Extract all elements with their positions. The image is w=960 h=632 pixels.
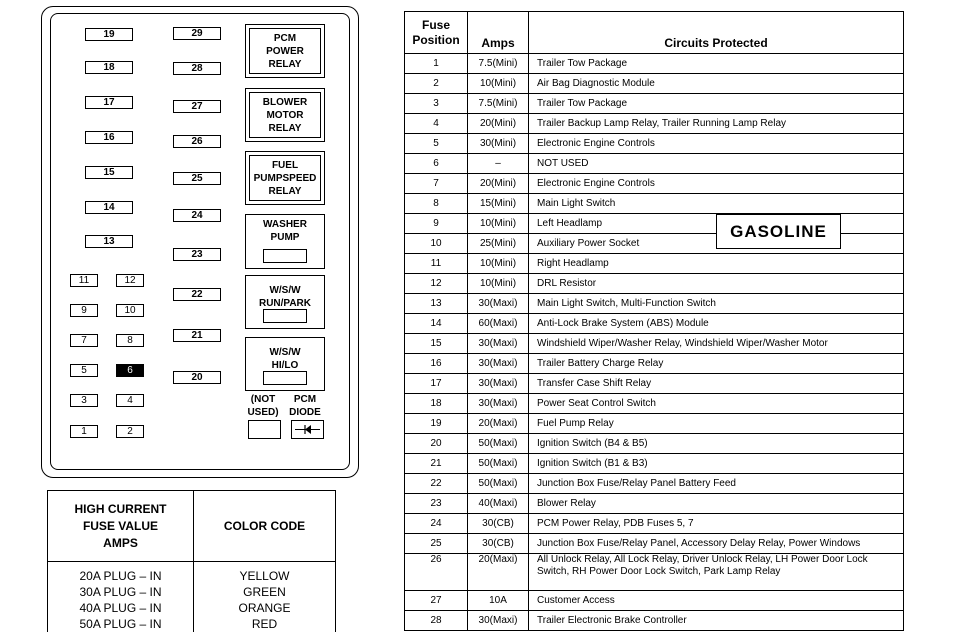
table-row bbox=[405, 294, 904, 314]
circuits-cell: Electronic Engine Controls bbox=[529, 174, 904, 194]
not-used-slot bbox=[248, 420, 281, 439]
table-row bbox=[405, 154, 904, 174]
fuse-position-cell: 16 bbox=[405, 354, 468, 374]
fuse-position-cell: 24 bbox=[405, 514, 468, 534]
circuits-cell: DRL Resistor bbox=[529, 274, 904, 294]
mini-fuse-slot: 9 bbox=[70, 304, 98, 317]
amps-cell: 20(Maxi) bbox=[468, 554, 529, 591]
hc-amps: 50A PLUG – IN bbox=[48, 616, 194, 632]
amps-cell: – bbox=[468, 154, 529, 174]
amps-cell: 30(Maxi) bbox=[468, 374, 529, 394]
table-row bbox=[405, 494, 904, 514]
amps-cell: 10A bbox=[468, 591, 529, 611]
circuits-cell: Trailer Backup Lamp Relay, Trailer Running Lamp Relay bbox=[529, 114, 904, 134]
fuse-position-cell: 27 bbox=[405, 591, 468, 611]
fuse-slot: 13 bbox=[85, 235, 133, 248]
table-row bbox=[405, 554, 904, 591]
mini-fuse-slot: 11 bbox=[70, 274, 98, 287]
pcm-diode-label: PCM DIODE bbox=[289, 394, 321, 418]
circuits-cell: Trailer Tow Package bbox=[529, 94, 904, 114]
table-row bbox=[405, 534, 904, 554]
relay-box bbox=[245, 24, 325, 78]
amps-cell: 50(Maxi) bbox=[468, 454, 529, 474]
circuits-cell: Main Light Switch, Multi-Function Switch bbox=[529, 294, 904, 314]
mini-fuse-slot: 6 bbox=[116, 364, 144, 377]
table-row bbox=[405, 374, 904, 394]
relay-label: W/S/W RUN/PARK bbox=[258, 285, 312, 309]
circuits-cell: Trailer Tow Package bbox=[529, 54, 904, 74]
mini-fuse-slot: 8 bbox=[116, 334, 144, 347]
circuits-cell: Anti-Lock Brake System (ABS) Module bbox=[529, 314, 904, 334]
fuse-position-cell: 5 bbox=[405, 134, 468, 154]
mini-fuse-slot: 2 bbox=[116, 425, 144, 438]
fuse-position-cell: 28 bbox=[405, 611, 468, 631]
circuits-cell: PCM Power Relay, PDB Fuses 5, 7 bbox=[529, 514, 904, 534]
fuse-slot: 22 bbox=[173, 288, 221, 301]
table-row bbox=[405, 54, 904, 74]
amps-cell: 30(Mini) bbox=[468, 134, 529, 154]
hc-color: RED bbox=[194, 616, 336, 632]
fuse-position-cell: 20 bbox=[405, 434, 468, 454]
fuse-slot: 17 bbox=[85, 96, 133, 109]
hc-header-amps: HIGH CURRENT FUSE VALUE AMPS bbox=[48, 491, 194, 562]
fuse-position-cell: 14 bbox=[405, 314, 468, 334]
circuits-cell: Windshield Wiper/Washer Relay, Windshield Wiper/Washer Motor bbox=[529, 334, 904, 354]
circuits-cell: Power Seat Control Switch bbox=[529, 394, 904, 414]
header-amps: Amps bbox=[468, 12, 529, 54]
amps-cell: 50(Maxi) bbox=[468, 434, 529, 454]
amps-cell: 10(Mini) bbox=[468, 74, 529, 94]
table-row bbox=[405, 591, 904, 611]
hc-row bbox=[48, 562, 336, 585]
fuse-position-cell: 15 bbox=[405, 334, 468, 354]
amps-cell: 30(Maxi) bbox=[468, 354, 529, 374]
amps-cell: 20(Mini) bbox=[468, 174, 529, 194]
relay-box bbox=[245, 214, 325, 269]
fuse-position-cell: 10 bbox=[405, 234, 468, 254]
relay-label: W/S/W HI/LO bbox=[269, 347, 301, 371]
mini-fuse-slot: 7 bbox=[70, 334, 98, 347]
header-fuse-position: Fuse Position bbox=[405, 12, 468, 54]
mini-fuse-slot: 5 bbox=[70, 364, 98, 377]
fuse-position-cell: 23 bbox=[405, 494, 468, 514]
table-row bbox=[405, 454, 904, 474]
amps-cell: 20(Maxi) bbox=[468, 414, 529, 434]
fuse-slot: 29 bbox=[173, 27, 221, 40]
table-row bbox=[405, 94, 904, 114]
fuse-slot: 27 bbox=[173, 100, 221, 113]
fuse-position-cell: 11 bbox=[405, 254, 468, 274]
table-row bbox=[405, 114, 904, 134]
relay-slot bbox=[263, 371, 307, 385]
relay-box bbox=[245, 337, 325, 391]
circuits-cell: Air Bag Diagnostic Module bbox=[529, 74, 904, 94]
diode-icon bbox=[292, 421, 323, 438]
not-used-label: (NOT USED) bbox=[247, 394, 279, 418]
amps-cell: 7.5(Mini) bbox=[468, 94, 529, 114]
fuse-position-cell: 4 bbox=[405, 114, 468, 134]
circuits-cell: Transfer Case Shift Relay bbox=[529, 374, 904, 394]
amps-cell: 40(Maxi) bbox=[468, 494, 529, 514]
fuse-position-cell: 26 bbox=[405, 554, 468, 591]
relay-inner bbox=[249, 92, 321, 138]
circuits-cell: Right Headlamp bbox=[529, 254, 904, 274]
circuits-cell: Junction Box Fuse/Relay Panel, Accessory Delay Relay, Power Windows bbox=[529, 534, 904, 554]
relay-box bbox=[245, 275, 325, 329]
fuse-position-cell: 7 bbox=[405, 174, 468, 194]
fuse-position-table bbox=[404, 11, 904, 631]
fuse-slot: 21 bbox=[173, 329, 221, 342]
relay-label: BLOWER MOTOR RELAY bbox=[262, 96, 308, 134]
amps-cell: 30(CB) bbox=[468, 534, 529, 554]
hc-row bbox=[48, 584, 336, 600]
circuits-cell: Trailer Electronic Brake Controller bbox=[529, 611, 904, 631]
fuse-position-cell: 2 bbox=[405, 74, 468, 94]
fuse-slot: 20 bbox=[173, 371, 221, 384]
fuse-position-cell: 6 bbox=[405, 154, 468, 174]
fuse-slot: 26 bbox=[173, 135, 221, 148]
fuse-position-cell: 3 bbox=[405, 94, 468, 114]
fuse-slot: 18 bbox=[85, 61, 133, 74]
amps-cell: 10(Mini) bbox=[468, 254, 529, 274]
table-row bbox=[405, 394, 904, 414]
relay-inner bbox=[249, 155, 321, 201]
table-row bbox=[405, 174, 904, 194]
circuits-cell: Fuel Pump Relay bbox=[529, 414, 904, 434]
circuits-cell: Left Headlamp bbox=[529, 214, 904, 234]
amps-cell: 7.5(Mini) bbox=[468, 54, 529, 74]
header-circuits-protected: Circuits Protected bbox=[529, 12, 904, 54]
relay-inner bbox=[249, 28, 321, 74]
table-row bbox=[405, 254, 904, 274]
fuse-slot: 15 bbox=[85, 166, 133, 179]
table-row bbox=[405, 474, 904, 494]
table-row bbox=[405, 134, 904, 154]
fuse-slot: 14 bbox=[85, 201, 133, 214]
hc-amps: 40A PLUG – IN bbox=[48, 600, 194, 616]
relay-label: PCM POWER RELAY bbox=[266, 32, 304, 70]
circuits-cell: Trailer Battery Charge Relay bbox=[529, 354, 904, 374]
amps-cell: 30(CB) bbox=[468, 514, 529, 534]
amps-cell: 30(Maxi) bbox=[468, 294, 529, 314]
table-row bbox=[405, 414, 904, 434]
relay-label: FUEL PUMPSPEED RELAY bbox=[253, 159, 317, 197]
hc-amps: 30A PLUG – IN bbox=[48, 584, 194, 600]
table-row bbox=[405, 334, 904, 354]
amps-cell: 60(Maxi) bbox=[468, 314, 529, 334]
hc-amps: 20A PLUG – IN bbox=[48, 562, 194, 585]
fuse-position-cell: 13 bbox=[405, 294, 468, 314]
circuits-cell: NOT USED bbox=[529, 154, 904, 174]
high-current-fuse-table bbox=[47, 490, 336, 632]
fuse-position-cell: 9 bbox=[405, 214, 468, 234]
relay-slot bbox=[263, 249, 307, 263]
circuits-cell: Ignition Switch (B4 & B5) bbox=[529, 434, 904, 454]
circuits-cell: Junction Box Fuse/Relay Panel Battery Feed bbox=[529, 474, 904, 494]
mini-fuse-slot: 12 bbox=[116, 274, 144, 287]
circuits-cell: Electronic Engine Controls bbox=[529, 134, 904, 154]
relay-label: WASHER PUMP bbox=[263, 219, 307, 243]
circuits-cell: All Unlock Relay, All Lock Relay, Driver Unlock Relay, LH Power Door Lock Switch, RH Power Door Lock Switch, Park Lamp Relay bbox=[529, 554, 904, 591]
mini-fuse-slot: 10 bbox=[116, 304, 144, 317]
relay-slot bbox=[263, 309, 307, 323]
gasoline-label: GASOLINE bbox=[716, 214, 841, 249]
table-row bbox=[405, 611, 904, 631]
amps-cell: 15(Mini) bbox=[468, 194, 529, 214]
fuse-position-cell: 25 bbox=[405, 534, 468, 554]
fuse-position-cell: 22 bbox=[405, 474, 468, 494]
hc-color: GREEN bbox=[194, 584, 336, 600]
fuse-position-cell: 19 bbox=[405, 414, 468, 434]
circuits-cell: Ignition Switch (B1 & B3) bbox=[529, 454, 904, 474]
pcm-diode-slot bbox=[291, 420, 324, 439]
amps-cell: 30(Maxi) bbox=[468, 394, 529, 414]
mini-fuse-slot: 1 bbox=[70, 425, 98, 438]
circuits-cell: Blower Relay bbox=[529, 494, 904, 514]
table-row bbox=[405, 74, 904, 94]
amps-cell: 10(Mini) bbox=[468, 274, 529, 294]
table-row bbox=[405, 514, 904, 534]
fuse-position-cell: 1 bbox=[405, 54, 468, 74]
amps-cell: 30(Maxi) bbox=[468, 611, 529, 631]
circuits-cell: Auxiliary Power Socket bbox=[529, 234, 904, 254]
amps-cell: 30(Maxi) bbox=[468, 334, 529, 354]
hc-header-color: COLOR CODE bbox=[194, 491, 336, 562]
circuits-cell: Main Light Switch bbox=[529, 194, 904, 214]
hc-color: YELLOW bbox=[194, 562, 336, 585]
relay-box bbox=[245, 151, 325, 205]
fuse-slot: 19 bbox=[85, 28, 133, 41]
mini-fuse-slot: 4 bbox=[116, 394, 144, 407]
hc-color: ORANGE bbox=[194, 600, 336, 616]
circuits-cell: Customer Access bbox=[529, 591, 904, 611]
fuse-slot: 23 bbox=[173, 248, 221, 261]
amps-cell: 20(Mini) bbox=[468, 114, 529, 134]
amps-cell: 10(Mini) bbox=[468, 214, 529, 234]
fuse-slot: 16 bbox=[85, 131, 133, 144]
fuse-position-cell: 21 bbox=[405, 454, 468, 474]
fuse-position-cell: 8 bbox=[405, 194, 468, 214]
fuse-slot: 28 bbox=[173, 62, 221, 75]
fuse-slot: 25 bbox=[173, 172, 221, 185]
amps-cell: 50(Maxi) bbox=[468, 474, 529, 494]
mini-fuse-slot: 3 bbox=[70, 394, 98, 407]
table-row bbox=[405, 434, 904, 454]
amps-cell: 25(Mini) bbox=[468, 234, 529, 254]
hc-row bbox=[48, 600, 336, 616]
fuse-position-cell: 12 bbox=[405, 274, 468, 294]
table-row bbox=[405, 274, 904, 294]
table-row bbox=[405, 194, 904, 214]
table-row bbox=[405, 354, 904, 374]
table-row bbox=[405, 314, 904, 334]
relay-box bbox=[245, 88, 325, 142]
fuse-slot: 24 bbox=[173, 209, 221, 222]
fuse-position-cell: 18 bbox=[405, 394, 468, 414]
fuse-position-cell: 17 bbox=[405, 374, 468, 394]
